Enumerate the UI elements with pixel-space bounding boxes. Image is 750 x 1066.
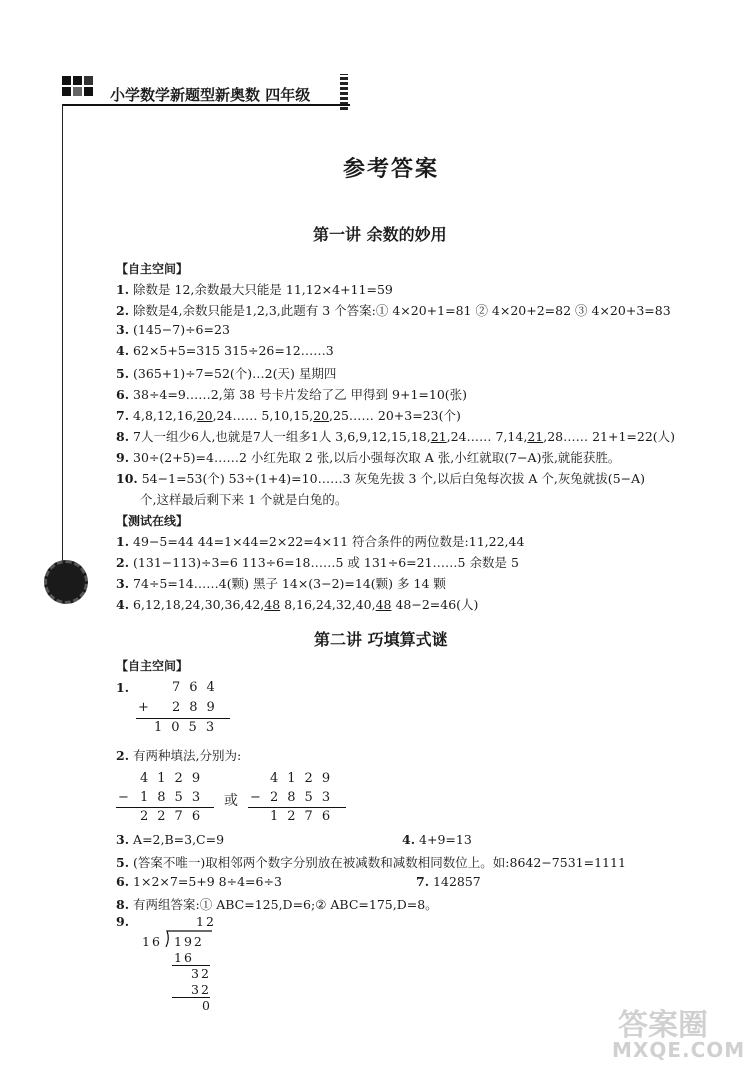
l2-q6: 6. 1×2×7=5+9 8÷4=6÷3 bbox=[116, 874, 282, 889]
lecture1-self-tag: 【自主空间】 bbox=[116, 262, 189, 276]
l2-q2-or: 或 bbox=[224, 793, 238, 809]
watermark-top: 答案圈 bbox=[618, 1008, 708, 1043]
l2-q1-row2: 289 bbox=[172, 700, 224, 715]
l2-q9-step1: 16 bbox=[174, 950, 194, 965]
l2-q2-a-minus: − bbox=[118, 790, 138, 805]
l1-item-8: 8. 7人一组少6人,也就是7人一组多1人 3,6,9,12,15,18,21,24…… 7,14,21,28…… 21+1=22(人) bbox=[116, 429, 676, 444]
l1-item-5: 5. (365+1)÷7=52(个)…2(天) 星期四 bbox=[116, 366, 337, 381]
l2-q9-dividend: 192 bbox=[174, 934, 204, 949]
l2-q2-a-row3: 2276 bbox=[140, 809, 210, 824]
page-dot bbox=[44, 560, 88, 604]
l2-q1-rule bbox=[136, 718, 230, 719]
page-title: 参考答案 bbox=[343, 157, 440, 182]
lecture2-self-tag: 【自主空间】 bbox=[116, 659, 189, 673]
l1-item-10: 10. 54−1=53(个) 53÷(1+4)=10……3 灰兔先拔 3 个,以后白兔每次拔 A 个,灰兔就拔(5−A) bbox=[116, 471, 646, 486]
l2-q9-quotient: 12 bbox=[196, 914, 216, 929]
l2-q2-b-row3: 1276 bbox=[270, 809, 340, 824]
l2-q9-number: 9. bbox=[116, 914, 130, 929]
l1-test-2: 2. (131−113)÷3=6 113÷6=18……5 或 131÷6=21……5 余数是 5 bbox=[116, 555, 519, 570]
l2-q4: 4. 4+9=13 bbox=[402, 832, 472, 847]
l2-q2-b-row1: 4129 bbox=[270, 771, 340, 786]
l1-item-3: 3. (145−7)÷6=23 bbox=[116, 322, 230, 337]
l2-q3: 3. A=2,B=3,C=9 bbox=[116, 832, 225, 847]
l2-q9-step2: 32 bbox=[191, 966, 211, 981]
l2-q2-b-row2: 2853 bbox=[270, 790, 340, 805]
header-rule bbox=[62, 104, 350, 106]
l2-q8: 8. 有两组答案:① ABC=125,D=6;② ABC=175,D=8。 bbox=[116, 897, 438, 912]
l2-q2-a-row1: 4129 bbox=[140, 771, 210, 786]
l2-q2-b-minus: − bbox=[250, 790, 270, 805]
lecture2-title: 第二讲 巧填算式谜 bbox=[314, 630, 448, 649]
watermark-bottom: MXQE.COM bbox=[612, 1038, 746, 1062]
l2-q1-number: 1. bbox=[116, 680, 130, 695]
l2-q2-a-row2: 1853 bbox=[140, 790, 210, 805]
l2-q2-b-rule bbox=[248, 807, 346, 808]
header-logo bbox=[62, 76, 98, 102]
l1-item-9: 9. 30÷(2+5)=4……2 小红先取 2 张,以后小强每次取 A 张,小红就取(7−A)张,就能获胜。 bbox=[116, 450, 621, 465]
lecture1-test-tag: 【测试在线】 bbox=[116, 514, 189, 528]
l2-q9-remainder: 0 bbox=[202, 998, 210, 1013]
l1-test-3: 3. 74÷5=14……4(颗) 黑子 14×(3−2)=14(颗) 多 14 颗 bbox=[116, 576, 446, 591]
l2-q9-step3: 32 bbox=[191, 982, 211, 997]
l2-q7: 7. 142857 bbox=[416, 874, 481, 889]
l2-q5: 5. (答案不唯一)取相邻两个数字分别放在被减数和减数相同数位上。如:8642−7531=1111 bbox=[116, 855, 626, 870]
l1-item-4: 4. 62×5+5=315 315÷26=12……3 bbox=[116, 343, 334, 358]
l1-item-10-cont: 个,这样最后剩下来 1 个就是白兔的。 bbox=[140, 492, 348, 507]
l1-item-2: 2. 除数是4,余数只能是1,2,3,此题有 3 个答案:① 4×20+1=81 ② 4×20+2=82 ③ 4×20+3=83 bbox=[116, 303, 671, 318]
margin-rule bbox=[62, 104, 63, 574]
l2-q2: 2. 有两种填法,分别为: bbox=[116, 748, 242, 763]
l1-item-1: 1. 除数是 12,余数最大只能是 11,12×4+11=59 bbox=[116, 282, 393, 297]
l2-q1-row1: 764 bbox=[172, 680, 224, 695]
l2-q1-plus: + bbox=[138, 700, 158, 715]
l2-q1-row3: 1053 bbox=[154, 720, 224, 735]
l1-item-7: 7. 4,8,12,16,20,24…… 5,10,15,20,25…… 20+3=23(个) bbox=[116, 408, 461, 423]
l1-item-6: 6. 38÷4=9……2,第 38 号卡片发给了乙 甲得到 9+1=10(张) bbox=[116, 387, 468, 402]
l1-test-1: 1. 49−5=44 44=1×44=2×22=4×11 符合条件的两位数是:11,22,44 bbox=[116, 534, 525, 549]
header-title: 小学数学新题型新奥数 四年级 bbox=[110, 86, 311, 104]
lecture1-title: 第一讲 余数的妙用 bbox=[313, 225, 447, 244]
l2-q2-a-rule bbox=[116, 807, 214, 808]
l2-q9-divisor: 16 bbox=[142, 934, 162, 949]
l1-test-4: 4. 6,12,18,24,30,36,42,48 8,16,24,32,40,48 48−2=46(人) bbox=[116, 597, 479, 612]
